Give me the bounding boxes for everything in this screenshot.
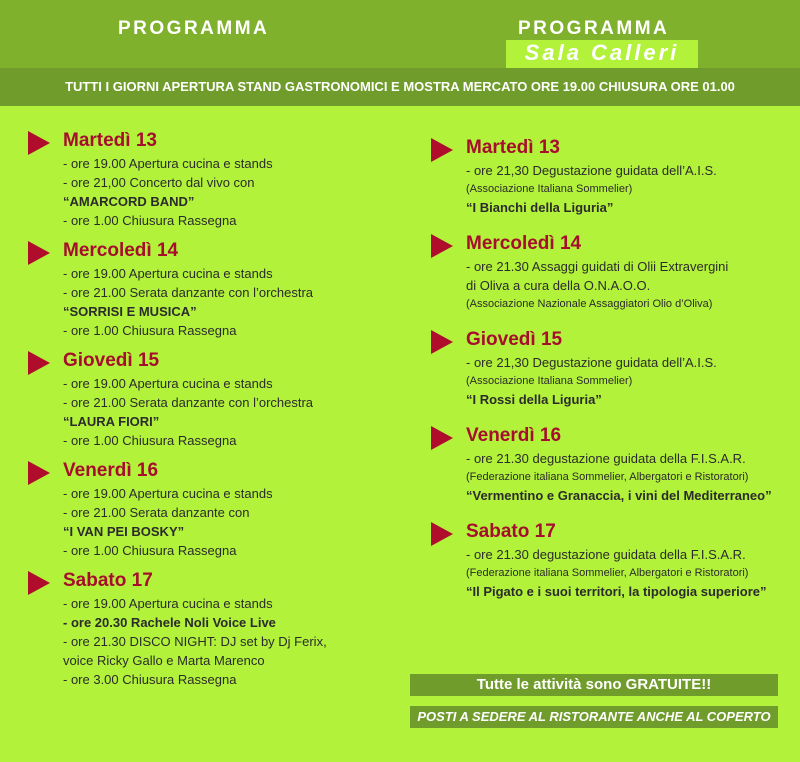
- day-title: Giovedì 15: [466, 329, 563, 350]
- sala-calleri-subtitle: Sala Calleri: [506, 40, 698, 68]
- program-line: - ore 19.00 Apertura cucina e stands: [63, 376, 273, 391]
- day-block: [63, 128, 393, 230]
- day-block: [63, 348, 393, 450]
- triangle-right-icon: [431, 330, 453, 354]
- triangle-right-icon: [431, 234, 453, 258]
- program-line: - ore 21,00 Concerto dal vivo con: [63, 175, 255, 190]
- program-line: “I Rossi della Liguria”: [466, 392, 602, 407]
- day-title: Sabato 17: [466, 521, 556, 542]
- day-block: [63, 458, 393, 560]
- right-program-column: [466, 135, 786, 615]
- triangle-right-icon: [28, 461, 50, 485]
- program-line: - ore 21.00 Serata danzante con l’orchestra: [63, 395, 314, 410]
- program-line: (Associazione Italiana Sommelier): [466, 375, 633, 387]
- program-line: - ore 21.30 DISCO NIGHT: DJ set by Dj Ferix,: [63, 634, 327, 649]
- program-line: (Associazione Italiana Sommelier): [466, 183, 633, 195]
- program-line: “Il Pigato e i suoi territori, la tipologia superiore”: [466, 584, 767, 599]
- day-block: [466, 135, 786, 217]
- triangle-right-icon: [28, 131, 50, 155]
- program-line: (Associazione Nazionale Assaggiatori Olio d’Oliva): [466, 298, 713, 310]
- program-line: - ore 21.30 Assaggi guidati di Olii Extravergini: [466, 259, 729, 274]
- triangle-right-icon: [431, 138, 453, 162]
- day-block: [466, 231, 786, 313]
- day-title: Mercoledì 14: [63, 240, 179, 261]
- program-line: - ore 1.00 Chiusura Rassegna: [63, 213, 237, 228]
- triangle-right-icon: [431, 426, 453, 450]
- program-line: - ore 21.00 Serata danzante con l’orchestra: [63, 285, 314, 300]
- header-band: [0, 0, 800, 68]
- day-title: Sabato 17: [63, 570, 153, 591]
- day-block: [63, 238, 393, 340]
- triangle-right-icon: [28, 241, 50, 265]
- day-block: [466, 519, 786, 601]
- program-line: “AMARCORD BAND”: [63, 194, 195, 209]
- triangle-right-icon: [28, 571, 50, 595]
- program-line: - ore 21.30 degustazione guidata della F.I.S.A.R.: [466, 547, 746, 562]
- program-line: - ore 3.00 Chiusura Rassegna: [63, 672, 237, 687]
- day-title: Mercoledì 14: [466, 233, 582, 254]
- program-line: - ore 1.00 Chiusura Rassegna: [63, 323, 237, 338]
- day-title: Venerdì 16: [466, 425, 562, 446]
- program-line: voice Ricky Gallo e Marta Marenco: [63, 653, 265, 668]
- triangle-right-icon: [28, 351, 50, 375]
- day-block: [466, 423, 786, 505]
- program-line: (Federazione italiana Sommelier, Albergatori e Ristoratori): [466, 471, 749, 483]
- day-title: Martedì 13: [63, 130, 157, 151]
- triangle-right-icon: [431, 522, 453, 546]
- day-title: Giovedì 15: [63, 350, 160, 371]
- program-line: - ore 21,30 Degustazione guidata dell’A.I.S.: [466, 355, 717, 370]
- right-program-title: PROGRAMMA: [518, 18, 670, 39]
- program-line: - ore 1.00 Chiusura Rassegna: [63, 433, 237, 448]
- daily-opening-banner: TUTTI I GIORNI APERTURA STAND GASTRONOMICI E MOSTRA MERCATO ORE 19.00 CHIUSURA ORE 01.00: [0, 68, 800, 106]
- program-line: - ore 21,30 Degustazione guidata dell’A.I.S.: [466, 163, 717, 178]
- program-line: - ore 19.00 Apertura cucina e stands: [63, 596, 273, 611]
- program-line: “I Bianchi della Liguria”: [466, 200, 614, 215]
- program-line: - ore 19.00 Apertura cucina e stands: [63, 156, 273, 171]
- day-block: [466, 327, 786, 409]
- program-line: di Oliva a cura della O.N.A.O.O.: [466, 278, 651, 293]
- program-line: (Federazione italiana Sommelier, Albergatori e Ristoratori): [466, 567, 749, 579]
- program-line: “SORRISI E MUSICA”: [63, 304, 197, 319]
- program-line: “I VAN PEI BOSKY”: [63, 524, 185, 539]
- program-line: “LAURA FIORI”: [63, 414, 160, 429]
- day-block: [63, 568, 393, 689]
- left-program-column: [63, 128, 393, 697]
- free-activities-banner: Tutte le attività sono GRATUITE!!: [410, 674, 778, 696]
- day-title: Venerdì 16: [63, 460, 159, 481]
- program-line: - ore 19.00 Apertura cucina e stands: [63, 486, 273, 501]
- day-title: Martedì 13: [466, 137, 560, 158]
- seating-banner: POSTI A SEDERE AL RISTORANTE ANCHE AL COPERTO: [410, 706, 778, 728]
- program-line: - ore 21.30 degustazione guidata della F.I.S.A.R.: [466, 451, 746, 466]
- program-line: - ore 20.30 Rachele Noli Voice Live: [63, 615, 276, 630]
- left-program-title: PROGRAMMA: [118, 18, 270, 39]
- program-line: - ore 21.00 Serata danzante con: [63, 505, 250, 520]
- program-line: “Vermentino e Granaccia, i vini del Mediterraneo”: [466, 488, 772, 503]
- program-line: - ore 1.00 Chiusura Rassegna: [63, 543, 237, 558]
- program-line: - ore 19.00 Apertura cucina e stands: [63, 266, 273, 281]
